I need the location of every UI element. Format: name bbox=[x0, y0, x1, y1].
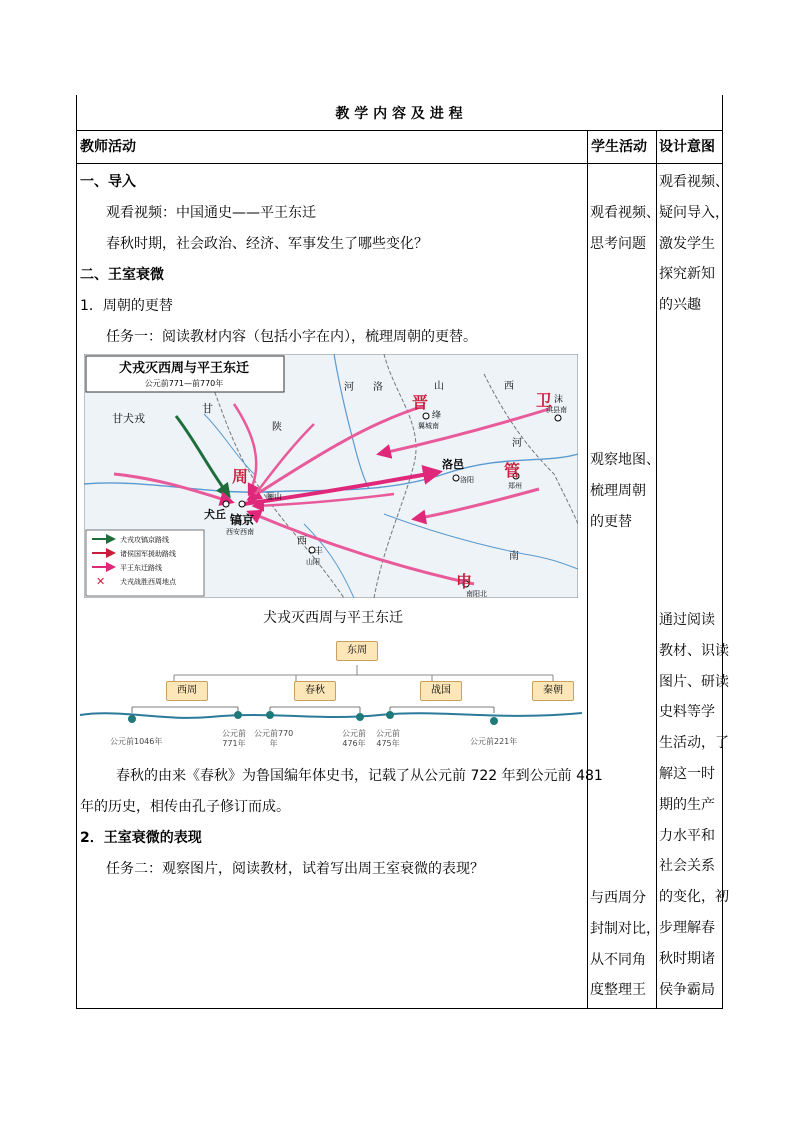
student-activity-3: 与西周分 封制对比， 从不同角 度整理王 bbox=[590, 890, 660, 999]
map-label-haojing: 镐京 bbox=[230, 513, 255, 527]
table-left-border bbox=[76, 95, 77, 1009]
map-legend-migration: 平王东迁路线 bbox=[120, 564, 162, 572]
student-activity-2: 观察地图、 梳理周朝 的更替 bbox=[590, 452, 660, 530]
timeline-top-eastern-zhou: 东周 bbox=[336, 641, 378, 661]
map-label-quanqiu: 犬丘 bbox=[204, 508, 226, 521]
timeline-date-1046: 公元前1046年 bbox=[110, 737, 163, 746]
map-label-zhou: 周 bbox=[232, 467, 249, 486]
map-label-shen: 申 bbox=[456, 572, 473, 591]
timeline-period-western-zhou: 西周 bbox=[166, 681, 208, 701]
map-label-quanrong: 甘犬戎 bbox=[112, 412, 145, 425]
timeline-date-770: 公元前770 年 bbox=[254, 729, 294, 748]
timeline-date-475: 公元前 475年 bbox=[376, 729, 400, 748]
map-legend-battle: 犬戎战胜西周地点 bbox=[120, 578, 176, 586]
task-two-text: 任务二：观察图片，阅读教材，试着写出周王室衰微的表现？ bbox=[106, 861, 484, 877]
map-label-luoyi: 洛邑 bbox=[442, 458, 464, 471]
map-label-jiang-sub: 翼城南 bbox=[418, 422, 439, 430]
map-label-nanyang: 南阳北 bbox=[466, 590, 487, 598]
map-subtitle: 公元前771—前770年 bbox=[144, 379, 224, 388]
map-caption: 犬戎灭西周与平王东迁 bbox=[263, 610, 403, 626]
table-col-header-bottom bbox=[76, 163, 723, 164]
map-label-feng: 丰 bbox=[314, 547, 324, 557]
chunqiu-origin-line2: 年的历史，相传由孔子修订而成。 bbox=[80, 799, 290, 815]
section-intro-title: 一、导入 bbox=[80, 174, 136, 190]
map-label-shan: 陕 bbox=[272, 422, 282, 433]
map-label-gan: 甘 bbox=[202, 402, 213, 415]
timeline-period-warring-states: 战国 bbox=[420, 681, 462, 701]
map-label-xian: 西安西南 bbox=[226, 528, 254, 536]
map-label-lishan: 骊山 bbox=[266, 492, 282, 501]
map-label-he2: 河 bbox=[512, 438, 522, 449]
map-label-zhao: 沫 bbox=[554, 395, 564, 405]
col-header-intent: 设计意图 bbox=[659, 139, 715, 155]
map-label-luoyang: 洛阳 bbox=[460, 476, 474, 484]
map-label-shanxi-b: 西 bbox=[504, 381, 514, 392]
col-header-student: 学生活动 bbox=[591, 139, 647, 155]
col-header-teacher: 教师活动 bbox=[80, 139, 136, 155]
intro-video-text: 观看视频：中国通史——平王东迁 bbox=[106, 205, 316, 221]
map-legend-aid: 诸侯国军援助路线 bbox=[120, 550, 176, 558]
map-label-jin: 晋 bbox=[412, 393, 429, 412]
subsection-decline-manifestation: 2．王室衰微的表现 bbox=[80, 830, 202, 846]
section-royal-decline-title: 二、王室衰微 bbox=[80, 267, 164, 283]
historical-map bbox=[84, 354, 578, 598]
map-label-guan: 管 bbox=[504, 461, 521, 480]
svg-text:✕: ✕ bbox=[96, 575, 106, 588]
map-label-xi: 西 bbox=[297, 536, 307, 547]
chunqiu-origin-line1: 春秋的由来《春秋》为鲁国编年体史书，记载了从公元前 722 年到公元前 481 bbox=[116, 768, 603, 784]
student-activity-1: 观看视频、 思考问题 bbox=[590, 205, 660, 252]
timeline-period-spring-autumn: 春秋 bbox=[294, 681, 336, 701]
map-label-wei: 卫 bbox=[536, 391, 553, 410]
map-label-shanyang: 山阳 bbox=[306, 558, 320, 566]
map-label-shanxi-a: 山 bbox=[434, 381, 444, 392]
map-legend-attack: 犬戎攻镐京路线 bbox=[120, 536, 169, 544]
table-title: 教 学 内 容 及 进 程 bbox=[335, 106, 463, 122]
map-label-jiang: 绛 bbox=[432, 411, 442, 421]
intro-question-text: 春秋时期，社会政治、经济、军事发生了哪些变化？ bbox=[106, 236, 428, 252]
timeline-period-qin: 秦朝 bbox=[532, 681, 574, 701]
map-label-luo: 洛 bbox=[373, 382, 383, 393]
column-divider-1 bbox=[587, 130, 588, 1009]
timeline-date-476: 公元前 476年 bbox=[342, 729, 366, 748]
map-label-zhao-sub: 淇县南 bbox=[546, 406, 567, 414]
design-intent-2: 通过阅读 教材、识读 图片、研读 史料等学 生活动，了 解这一时 期的生产 力水平和 社会关系 的变化，初 步理解春 秋时期诸 侯争霸局 bbox=[659, 612, 729, 998]
task-one-text: 任务一：阅读教材内容（包括小字在内），梳理周朝的更替。 bbox=[106, 329, 477, 345]
dynasty-timeline bbox=[80, 635, 582, 751]
map-label-zhengzhou: 郑州 bbox=[508, 482, 522, 490]
map-label-he: 河 bbox=[344, 382, 354, 393]
timeline-date-771: 公元前 771年 bbox=[222, 729, 246, 748]
design-intent-1: 观看视频、 疑问导入， 激发学生 探究新知 的兴趣 bbox=[659, 174, 729, 314]
map-title: 犬戎灭西周与平王东迁 bbox=[118, 361, 250, 376]
subsection-zhou-succession: 1．周朝的更替 bbox=[80, 298, 173, 314]
timeline-date-221: 公元前221年 bbox=[470, 737, 518, 746]
table-header-bottom bbox=[76, 130, 723, 131]
map-label-nan: 南 bbox=[509, 551, 519, 562]
